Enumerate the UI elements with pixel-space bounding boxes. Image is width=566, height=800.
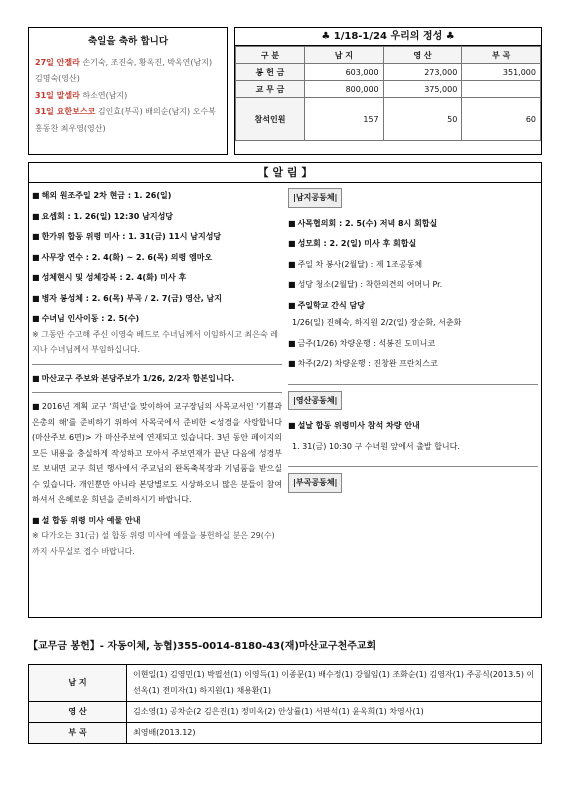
feast-day-names: 김인효(부곡) 배의순(남지) 오수복 홍동찬 최우영(영산) xyxy=(35,107,216,133)
notice-item: ■ 성당 청소(2월달) : 착한의견의 어머니 Pr. xyxy=(288,280,443,289)
notice-divider xyxy=(288,466,538,467)
members-row xyxy=(29,702,542,723)
offering-cell: 351,000 xyxy=(462,64,541,81)
offering-header-row xyxy=(236,47,541,64)
members-row xyxy=(29,665,542,702)
offering-cell: 375,000 xyxy=(383,81,462,98)
offering-table xyxy=(235,46,541,141)
feast-day-names: 손기숙, 조진숙, 황옥진, 박옥연(남지) 김명숙(영산) xyxy=(35,57,213,83)
community-title-namji: |남지공동체| xyxy=(288,188,342,208)
offering-row xyxy=(236,98,541,141)
notice-item: ■ 설날 합동 위령미사 참석 차량 안내 xyxy=(288,421,420,430)
community-title-bugok: |부곡공동체| xyxy=(288,473,342,493)
notice-subitem: 1/26(일) 진혜숙, 하지원 2/2(일) 장순화, 서춘화 xyxy=(292,318,462,327)
notice-item: ■ 해외 원조주일 2차 현금 : 1. 26(일) xyxy=(32,191,172,200)
members-names: 이현일(1) 김영민(1) 박필선(1) 이영득(1) 이종문(1) 배수정(1) 강월임(1) 조화순(1) 김영자(1) 주공식(2013.5) 이선옥(1) 전미자(1) 하지원(1) 채용환(1) xyxy=(127,665,542,702)
feast-day-date: 31일 말셀라 xyxy=(35,90,80,100)
feast-day-date: 27일 안젤라 xyxy=(35,57,80,67)
notice-item: ■ 금주(1/26) 차량운행 : 석봉진 도미니코 xyxy=(288,338,436,348)
feast-day-entry xyxy=(35,88,221,105)
notice-right-column xyxy=(288,188,538,613)
offering-row xyxy=(236,81,541,98)
members-label: 남 지 xyxy=(29,665,127,702)
offering-cell: 273,000 xyxy=(383,64,462,81)
notice-item: ■ 사무장 연수 : 2. 4(화) ~ 2. 6(목) 의령 엠마오 xyxy=(32,252,213,262)
offering-row-label: 교 무 금 xyxy=(236,81,305,98)
community-title-yeongsan: |영산공동체| xyxy=(288,391,342,411)
notice-header xyxy=(28,162,542,182)
notice-item: ■ 마산교구 주보와 본당주보가 1/26, 2/2자 합본입니다. xyxy=(32,373,235,383)
notice-item: ■ 주일학교 간식 담당 xyxy=(288,300,365,310)
notice-title: 【 알 림 】 xyxy=(257,166,313,179)
feast-day-title: 축일을 축하 합니다 xyxy=(87,36,169,47)
offering-row-label: 참석인원 xyxy=(236,98,305,141)
offering-row-label: 봉 헌 금 xyxy=(236,64,305,81)
offering-cell: 157 xyxy=(305,98,384,141)
feast-day-entry xyxy=(35,55,221,88)
offering-cell: 50 xyxy=(383,98,462,141)
offering-summary xyxy=(234,27,542,155)
notice-divider xyxy=(32,392,282,393)
offering-header: 부 곡 xyxy=(462,47,541,64)
notice-item: ■ 사목협의회 : 2. 5(수) 저녁 8시 회합실 xyxy=(288,218,438,228)
members-row xyxy=(29,723,542,744)
notice-divider xyxy=(32,364,282,365)
notice-item: ■ 2016년 계획 교구 '희년'을 맞이하여 교구장님의 사목교서인 '기쁨과 은총의 해'를 준비하기 위하여 사목국에서 준비한 <성경을 사랑합니다(마산주보 6면)> 가 마산주보에 연재되고 있습니다. 3년 동안 페이지의 모든 내용을 충실하게 작성하고 모아서 주보연재가 끝난 다음에 성경부로 보내면 교구 희년 행사에서 주교님의 완독축복장과 기념품을 받으실 수 있습니다. 개인뿐만 아니라 본당별로도 시상하오니 많은 분들이 참여하셔서 은혜로운 희년을 준비하시기 바랍니다. xyxy=(32,402,282,504)
notice-note: ※ 그동안 수고해 주신 이영숙 베드로 수녀님께서 이임하시고 최은숙 레지나 수녀님께서 부임하십니다. xyxy=(32,329,278,354)
offering-row xyxy=(236,64,541,81)
notice-item: ■ 수녀님 인사이동 : 2. 5(수) xyxy=(32,314,140,323)
feast-day-names: 하소연(남지) xyxy=(82,90,128,100)
feast-day-date: 31일 요한보스코 xyxy=(35,107,96,116)
notice-item: ■ 설 합동 위령 미사 예물 안내 xyxy=(32,515,141,525)
offering-members xyxy=(28,664,542,786)
offering-fund-info: 【교무금 봉헌】- 자동이체, 농협)355-0014-8180-43(재)마산교구천주교회 xyxy=(28,641,377,652)
offering-cell: 60 xyxy=(462,98,541,141)
offering-header: 남 지 xyxy=(305,47,384,64)
members-table xyxy=(28,664,542,744)
notice-item: ■ 성모회 : 2. 2(일) 미사 후 회합실 xyxy=(288,239,417,248)
offering-cell: 603,000 xyxy=(305,64,384,81)
notice-item: ■ 주일 차 봉사(2월달) : 제 1조공동체 xyxy=(288,259,423,269)
feast-day-box xyxy=(28,27,228,155)
notice-left-column xyxy=(32,188,282,613)
members-label: 부 곡 xyxy=(29,723,127,744)
offering-title: ♣ 1/18-1/24 우리의 정성 ♣ xyxy=(235,28,541,46)
notice-item: ■ 성체현시 및 성체강복 : 2. 4(화) 미사 후 xyxy=(32,273,187,282)
feast-day-entry xyxy=(35,104,221,137)
offering-header: 영 산 xyxy=(383,47,462,64)
notice-item: ■ 병자 봉성체 : 2. 6(목) 부곡 / 2. 7(금) 영산, 남지 xyxy=(32,293,223,303)
offering-cell: 800,000 xyxy=(305,81,384,98)
notice-item: ■ 요셉회 : 1. 26(일) 12:30 남지성당 xyxy=(32,211,174,221)
members-label: 영 산 xyxy=(29,702,127,723)
offering-header: 구 분 xyxy=(236,47,305,64)
notice-item: ■ 차주(2/2) 차량운행 : 진창완 프란치스코 xyxy=(288,359,438,368)
offering-cell xyxy=(462,81,541,98)
notice-subitem: 1. 31(금) 10:30 구 수녀원 앞에서 출발 합니다. xyxy=(292,441,460,451)
notice-item: ■ 한가위 합동 위령 미사 : 1. 31(금) 11시 남지성당 xyxy=(32,232,222,241)
members-names: 김소영(1) 공차순(2 김은진(1) 정미옥(2) 안상률(1) 서판석(1) 윤옥희(1) 차영사(1) xyxy=(127,702,542,723)
notice-note: ※ 다가오는 31(금) 설 합동 위령 미사에 예물을 봉헌하실 분은 29(수)까지 사무실로 접수 바랍니다. xyxy=(32,531,275,556)
notice-divider xyxy=(288,384,538,385)
members-names: 최영배(2013.12) xyxy=(127,723,542,744)
